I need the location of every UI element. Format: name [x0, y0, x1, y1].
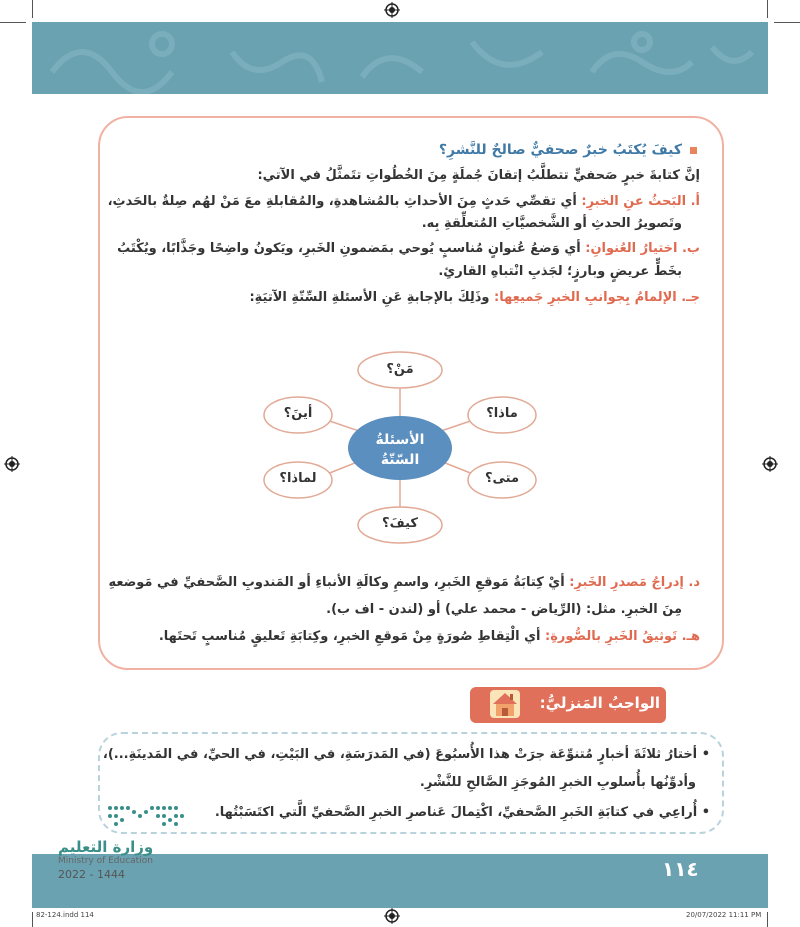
step-e — [159, 628, 700, 646]
homework-item-2 — [215, 804, 710, 822]
step-d-label: د. إدراجُ مَصدرِ الخَبرِ: — [569, 575, 700, 590]
step-a-text: أي تقصِّي حَدثٍ مِنَ الأحداثِ بالمُشاهدةِ، والمُقابلةِ معَ مَنْ لهُم صِلةٌ بالحَدثِ، — [107, 194, 577, 209]
q-why: لماذا؟ — [279, 471, 317, 486]
bullet-dot-icon: • — [701, 805, 710, 820]
homework-title: الواجبُ المَنزليُّ: — [539, 694, 660, 712]
step-b-text-2: بخَطٍّ عريضٍ وبارزٍ؛ لجَذبِ انْتباهِ القارئِ. — [438, 264, 682, 279]
step-c-label: جـ. الإلمامُ بِجوانبِ الخبرِ جَميعِها: — [494, 290, 700, 305]
center-label-1: الأسئلةُ — [375, 432, 425, 448]
step-a-label: أ. البَحثُ عنِ الخبرِ: — [581, 194, 700, 209]
step-a-text-2: وتَصويرُ الحدثِ أو الشَّخصيَّاتِ المُتعلِّقةِ بِه. — [421, 216, 682, 231]
step-c-text: وذَلِكَ بالإجابةِ عَنِ الأسئلةِ السِّتّةِ الآتيَةِ: — [249, 290, 490, 305]
homework-item-1-line-2: وأدوِّنُها بأُسلوبِ الخبرِ المُوجَزِ الصَّالحِ للنَّشْرِ. — [419, 775, 696, 790]
homework-item-1-line-1: أختارُ ثلاثَةَ أخبارٍ مُتنوِّعَة جرَتْ هذا الأُسبُوعَ (في المَدرَسَةِ، في البَيْتِ، في الحيِّ، في المَدينَةِ...)، — [102, 747, 698, 762]
step-e-text: أي الْتِقاطِ صُورَةٍ مِنْ مَوقعِ الخبرِ، وكِتابَةِ تَعليقٍ مُناسبٍ تَحتَها. — [158, 629, 541, 644]
registration-mark-icon — [762, 456, 778, 472]
crop-mark — [32, 0, 33, 18]
registration-mark-icon — [384, 2, 400, 18]
step-d-text: أيْ كِتابَةُ مَوقعِ الخَبرِ، واسمِ وكالَةِ الأنباءِ أو المَندوبِ الصَّحفيِّ في مَوضعهِ — [108, 575, 565, 590]
step-d-text-2: مِنَ الخبرِ. مثل: (الرِّياض - محمد علي) أو (لندن - اف ب). — [326, 602, 682, 617]
decorative-pattern — [32, 22, 768, 94]
page-number: ١١٤ — [662, 857, 699, 881]
house-icon — [488, 688, 522, 720]
center-bubble — [348, 416, 452, 480]
registration-mark-icon — [4, 456, 20, 472]
step-b-label: ب. اختيارُ العُنوانِ: — [585, 241, 700, 256]
center-label-2: السّتّةُ — [380, 452, 420, 468]
ministry-logo-icon — [100, 800, 190, 830]
homework-item-2-line-1: أُراعِي في كتابَةِ الخَبرِ الصَّحفيِّ، اكْتِمالَ عَناصرِ الخبرِ الصَّحفيِّ الَّتي اكتَسَبْتُها. — [214, 805, 698, 820]
step-d — [109, 574, 701, 592]
step-b-text: أي وَضعُ عُنوانٍ مُناسبٍ يُوحي بمَضمونِ الخَبرِ، ويَكونُ واضِحًا وجَذَّابًا، ويُكْتَبُ — [117, 241, 581, 256]
file-info: 82-124.indd 114 — [36, 911, 94, 919]
q-where: أينَ؟ — [283, 406, 313, 421]
intro-text: إنَّ كتابةَ خبرٍ صَحفيٍّ تتطلَّبُ إتقانَ جُملَةٍ مِنَ الخُطُواتِ تتَمثَّلُ في الآتي: — [257, 168, 700, 183]
step-b — [117, 240, 700, 258]
step-c — [249, 289, 700, 307]
ministry-name-ar: وزارة التعليم — [58, 838, 154, 856]
step-a — [108, 193, 700, 211]
header-band — [32, 22, 768, 94]
question-heading: كيفَ يُكتَبُ خبرٌ صحفيٌّ صالحٌ للنَّشرِ؟ — [438, 142, 682, 158]
crop-mark — [774, 22, 800, 23]
q-when: متى؟ — [484, 471, 520, 486]
crop-mark — [32, 912, 33, 927]
crop-mark — [767, 0, 768, 18]
homework-item-1 — [103, 746, 710, 764]
bullet-square-icon — [690, 147, 697, 154]
q-how: كيفَ؟ — [382, 516, 418, 531]
registration-mark-icon — [384, 908, 400, 924]
q-what: ماذا؟ — [486, 406, 518, 421]
crop-mark — [767, 912, 768, 927]
bullet-dot-icon: • — [701, 747, 710, 762]
crop-mark — [0, 22, 26, 23]
step-e-label: هـ. تَوثيقُ الخَبرِ بالصُّورةِ: — [545, 629, 700, 644]
print-timestamp: 20/07/2022 11:11 PM — [686, 911, 762, 919]
edition-year: 2022 - 1444 — [58, 868, 125, 881]
q-who: مَنْ؟ — [386, 362, 414, 377]
ministry-name-en: Ministry of Education — [58, 856, 153, 866]
